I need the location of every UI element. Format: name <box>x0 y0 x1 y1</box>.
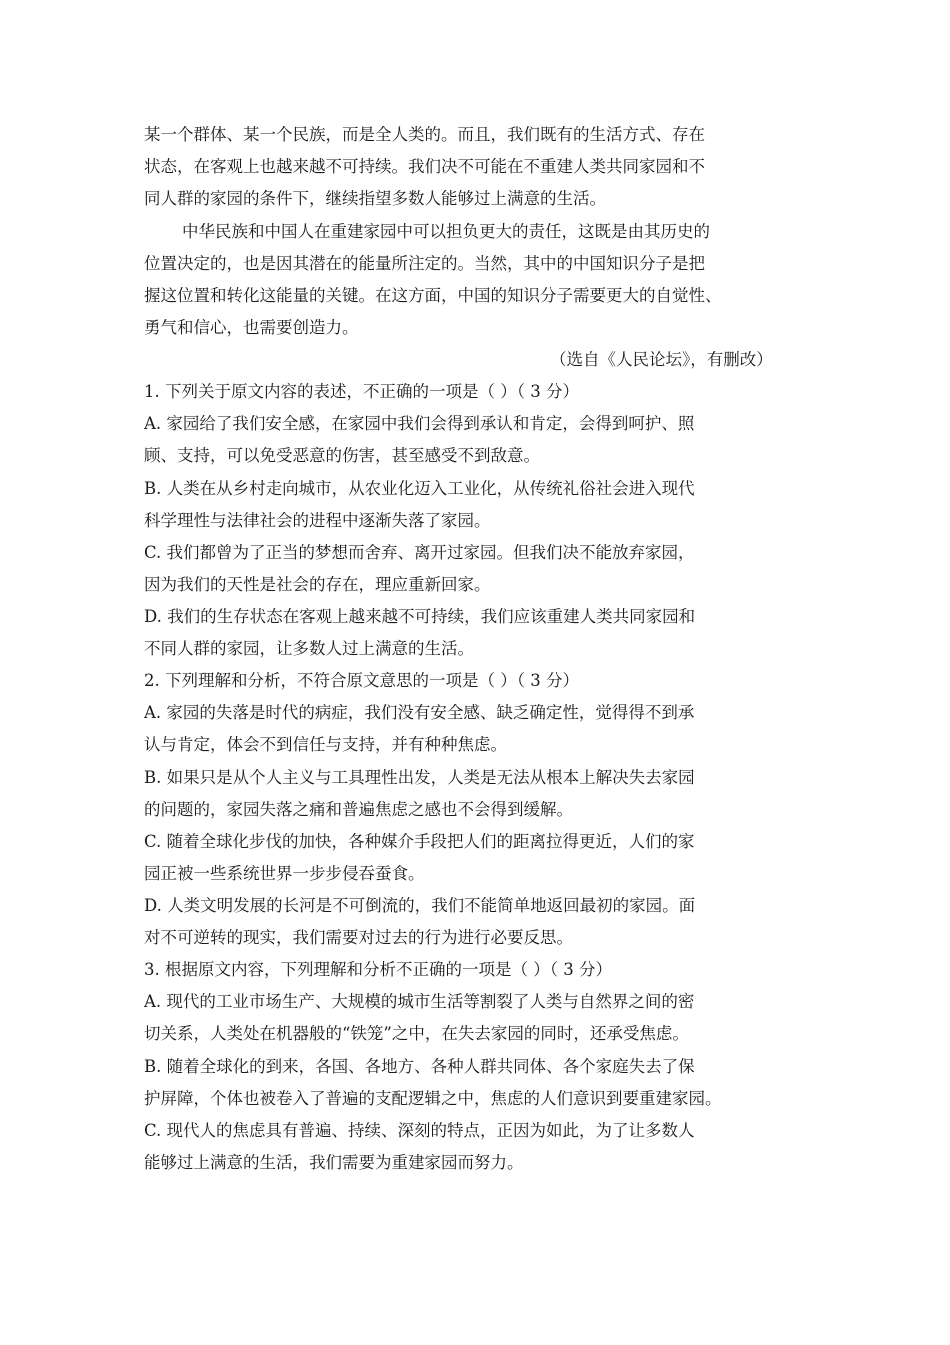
option-line: C. 现代人的焦虑具有普遍、持续、深刻的特点，正因为如此，为了让多数人 <box>144 1121 695 1140</box>
option-line: C. 我们都曾为了正当的梦想而舍弃、离开过家园。但我们决不能放弃家园， <box>144 543 695 562</box>
option-line: 园正被一些系统世界一步步侵吞蚕食。 <box>144 864 425 883</box>
passage-line: 中华民族和中国人在重建家园中可以担负更大的责任，这既是由其历史的 <box>182 222 710 241</box>
option-line: C. 随着全球化步伐的加快，各种媒介手段把人们的距离拉得更近，人们的家 <box>144 832 695 851</box>
option-line: D. 人类文明发展的长河是不可倒流的，我们不能简单地返回最初的家园。面 <box>144 896 696 915</box>
option-line: B. 如果只是从个人主义与工具理性出发，人类是无法从根本上解决失去家园 <box>144 768 695 787</box>
source-citation: （选自《人民论坛》，有删改） <box>550 350 773 369</box>
option-line: 切关系，人类处在机器般的“铁笼”之中，在失去家园的同时，还承受焦虑。 <box>144 1024 689 1043</box>
option-line: 的问题的，家园失落之痛和普遍焦虑之感也不会得到缓解。 <box>144 800 573 819</box>
passage-line: 状态，在客观上也越来越不可持续。我们决不可能在不重建人类共同家园和不 <box>144 157 705 176</box>
passage-line: 某一个群体、某一个民族，而是全人类的。而且，我们既有的生活方式、存在 <box>144 125 705 144</box>
option-line: 护屏障，个体也被卷入了普遍的支配逻辑之中，焦虑的人们意识到要重建家园。 <box>144 1089 722 1108</box>
option-line: 科学理性与法律社会的进程中逐渐失落了家园。 <box>144 511 491 530</box>
question-stem: 1. 下列关于原文内容的表述，不正确的一项是（ ）（ 3 分） <box>144 382 579 401</box>
option-line: 不同人群的家园，让多数人过上满意的生活。 <box>144 639 474 658</box>
option-line: 认与肯定，体会不到信任与支持，并有种种焦虑。 <box>144 735 507 754</box>
option-line: A. 现代的工业市场生产、大规模的城市生活等割裂了人类与自然界之间的密 <box>144 992 695 1011</box>
option-line: D. 我们的生存状态在客观上越来越不可持续，我们应该重建人类共同家园和 <box>144 607 696 626</box>
option-line: A. 家园给了我们安全感，在家园中我们会得到承认和肯定，会得到呵护、照 <box>144 414 695 433</box>
option-line: 因为我们的天性是社会的存在，理应重新回家。 <box>144 575 491 594</box>
option-line: A. 家园的失落是时代的病症，我们没有安全感、缺乏确定性，觉得得不到承 <box>144 703 695 722</box>
passage-line: 勇气和信心，也需要创造力。 <box>144 318 359 337</box>
option-line: B. 随着全球化的到来，各国、各地方、各种人群共同体、各个家庭失去了保 <box>144 1057 695 1076</box>
passage-line: 同人群的家园的条件下，继续指望多数人能够过上满意的生活。 <box>144 189 606 208</box>
question-stem: 2. 下列理解和分析，不符合原文意思的一项是（ ）（ 3 分） <box>144 671 579 690</box>
option-line: 能够过上满意的生活，我们需要为重建家园而努力。 <box>144 1153 524 1172</box>
question-stem: 3. 根据原文内容，下列理解和分析不正确的一项是（ ）（ 3 分） <box>144 960 612 979</box>
passage-line: 位置决定的，也是因其潜在的能量所注定的。当然，其中的中国知识分子是把 <box>144 254 705 273</box>
option-line: 对不可逆转的现实，我们需要对过去的行为进行必要反思。 <box>144 928 573 947</box>
option-line: 顾、支持，可以免受恶意的伤害，甚至感受不到敌意。 <box>144 446 540 465</box>
option-line: B. 人类在从乡村走向城市，从农业化迈入工业化，从传统礼俗社会进入现代 <box>144 479 695 498</box>
passage-line: 握这位置和转化这能量的关键。在这方面，中国的知识分子需要更大的自觉性、 <box>144 286 722 305</box>
